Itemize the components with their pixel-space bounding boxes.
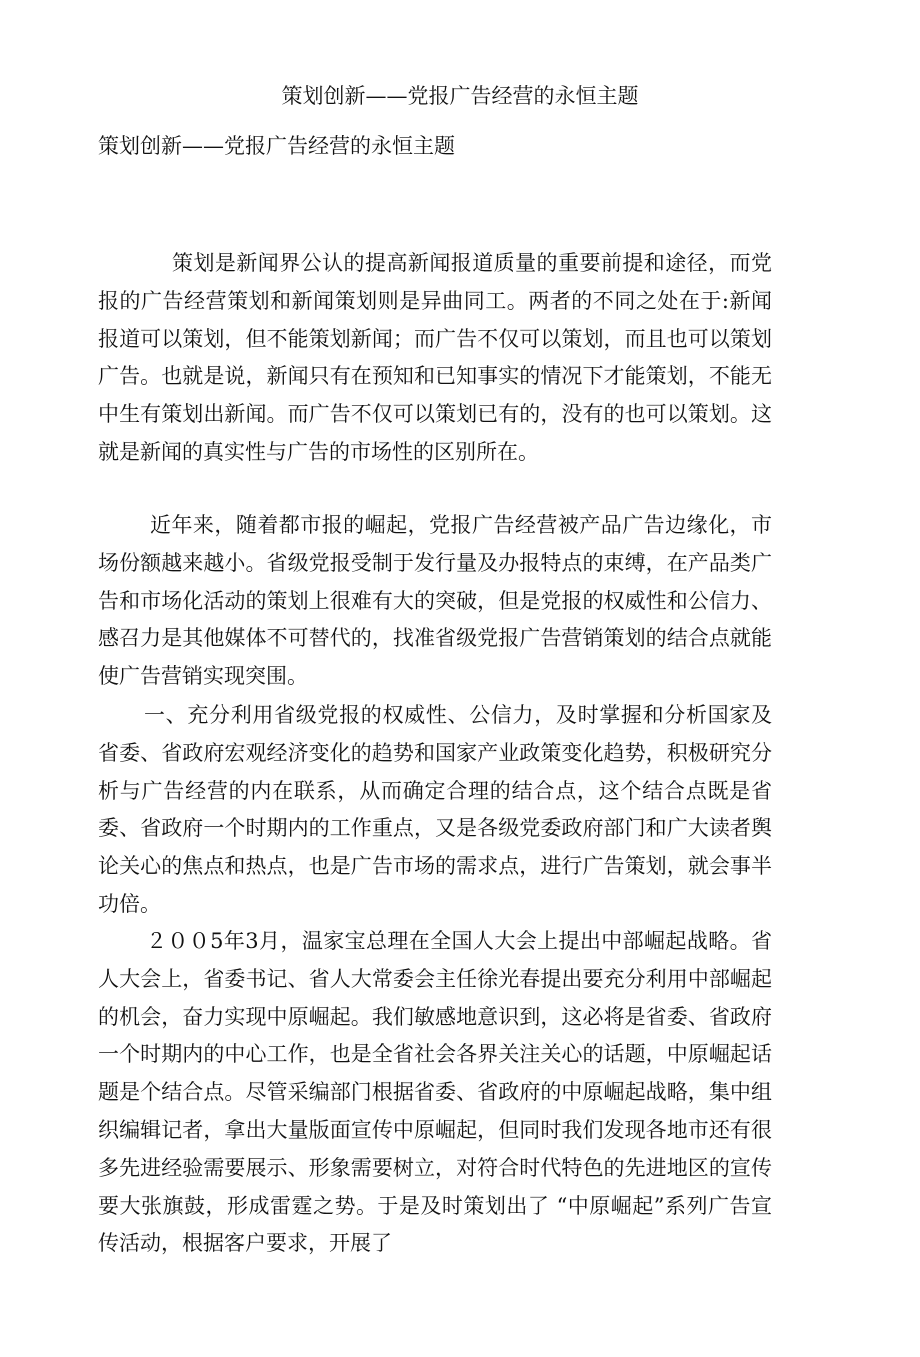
paragraph-block	[98, 507, 772, 696]
document-header-title: 策划创新——党报广告经营的永恒主题	[281, 84, 639, 108]
paragraph-block	[98, 697, 772, 924]
paragraph-block	[98, 923, 772, 1263]
paragraph-point-one: 一、充分利用省级党报的权威性、公信力，及时掌握和分析国家及省委、省政府宏观经济变化的趋势和国家产业政策变化趋势，积极研究分析与广告经营的内在联系，从而确定合理的结合点，这个结合点既是省委、省政府一个时期内的工作重点，又是各级党委政府部门和广大读者舆论关心的焦点和热点，也是广告市场的需求点，进行广告策划，就会事半功倍。	[98, 703, 772, 916]
document-subtitle: 策划创新——党报广告经营的永恒主题	[98, 134, 455, 158]
paragraph-case-2005: ２００5年3月，温家宝总理在全国人大会上提出中部崛起战略。省人大会上，省委书记、省人大常委会主任徐光春提出要充分利用中部崛起的机会，奋力实现中原崛起。我们敏感地意识到，这必将是省委、省政府一个时期内的中心工作，也是全省社会各界关注关心的话题，中原崛起话题是个结合点。尽管采编部门根据省委、省政府的中原崛起战略，集中组织编辑记者，拿出大量版面宣传中原崛起，但同时我们发现各地市还有很多先进经验需要展示、形象需要树立，对符合时代特色的先进地区的宣传要大张旗鼓，形成雷霆之势。于是及时策划出了 “中原崛起”系列广告宣传活动，根据客户要求，开展了	[98, 929, 772, 1256]
paragraph-block	[98, 245, 772, 472]
paragraph-background: 近年来，随着都市报的崛起，党报广告经营被产品广告边缘化，市场份额越来越小。省级党报受制于发行量及办报特点的束缚，在产品类广告和市场化活动的策划上很难有大的突破，但是党报的权威性和公信力、感召力是其他媒体不可替代的，找准省级党报广告营销策划的结合点就能使广告营销实现突围。	[98, 513, 772, 689]
paragraph-definition: 策划是新闻界公认的提高新闻报道质量的重要前提和途径，而党报的广告经营策划和新闻策划则是异曲同工。两者的不同之处在于:新闻报道可以策划，但不能策划新闻；而广告不仅可以策划，而且也可以策划广告。也就是说，新闻只有在预知和已知事实的情况下才能策划，不能无中生有策划出新闻。而广告不仅可以策划已有的，没有的也可以策划。这就是新闻的真实性与广告的市场性的区别所在。	[98, 251, 772, 464]
